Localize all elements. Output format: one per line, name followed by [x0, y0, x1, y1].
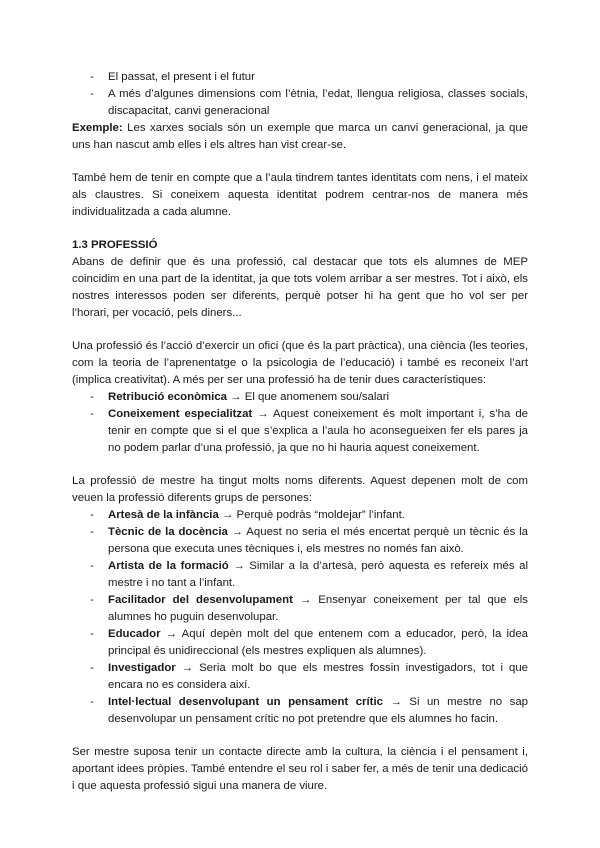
dash-marker: -	[90, 628, 94, 640]
dash-marker: -	[90, 594, 94, 606]
list-item-text: → Si un mestre no sap desenvolupar un pensament crític no pot pretendre que els alumnes ho facin.	[108, 696, 528, 725]
caracteristiques-list	[72, 389, 528, 457]
list-item-text: A més d’algunes dimensions com l’ètnia, l’edat, llengua religiosa, classes socials, discapacitat, canvi generacional	[108, 88, 528, 117]
list-item	[72, 592, 528, 626]
spacer	[72, 728, 528, 744]
list-item-text: → Perquè podràs “moldejar” l’infant.	[218, 509, 405, 521]
spacer	[72, 154, 528, 170]
list-item-text: → Aquí depèn molt del que entenem com a educador, però, la idea principal és unidireccional (els mestres expliquen als alumnes).	[108, 628, 528, 657]
list-item	[72, 660, 528, 694]
identitats-paragraph: També hem de tenir en compte que a l’aula tindrem tantes identitats com nens, i el mateix als claustres. Si coneixem aquesta identitat podrem centrar-nos de manera més individualitzada a cada alumne.	[72, 172, 528, 218]
example-paragraph	[72, 120, 528, 154]
dash-marker: -	[90, 391, 94, 403]
list-item	[72, 558, 528, 592]
section-title: 1.3 PROFESSIÓ	[72, 239, 158, 251]
dash-marker: -	[90, 71, 94, 83]
top-dash-list	[72, 69, 528, 120]
dash-marker: -	[90, 560, 94, 572]
list-item	[72, 69, 528, 86]
list-item-term: Artista de la formació	[108, 560, 229, 572]
dash-marker: -	[90, 696, 94, 708]
dash-marker: -	[90, 408, 94, 420]
noms-paragraph: La professió de mestre ha tingut molts noms diferents. Aquest depenen molt de com veuen la professió diferents grups de persones:	[72, 475, 528, 504]
spacer	[72, 221, 528, 237]
final-paragraph: Ser mestre suposa tenir un contacte directe amb la cultura, la ciència i el pensament i, aportant idees pròpies. També entendre el seu rol i saber fer, a més de tenir una dedicació i que aquesta professió sigui una manera de viure.	[72, 746, 528, 792]
dash-marker: -	[90, 509, 94, 521]
list-item-term: Educador	[108, 628, 161, 640]
list-item-term: Artesà de la infància	[108, 509, 219, 521]
list-item-term: Tècnic de la docència	[108, 526, 228, 538]
list-item	[72, 694, 528, 728]
list-item-term: Retribució econòmica	[108, 391, 227, 403]
list-item-term: Intel·lectual desenvolupant un pensament crític	[108, 696, 383, 708]
spacer	[72, 457, 528, 473]
dash-marker: -	[90, 662, 94, 674]
document-page	[72, 69, 528, 795]
definicio-paragraph: Una professió és l’acció d’exercir un ofici (que és la part pràctica), una ciència (les teories, com la teoria de l’aprenentatge o la psicologia de l’educació) i també es reconeix l’art (implica creativitat). A més per ser una professió ha de tenir dues característiques:	[72, 340, 528, 386]
dash-marker: -	[90, 526, 94, 538]
list-item-text: → Similar a la d’artesà, però aquesta es refereix més al mestre i no tant a l’infant.	[108, 560, 528, 589]
professio-intro-paragraph: Abans de definir que és una professió, cal destacar que tots els alumnes de MEP coincidim en una part de la identitat, ja que tots volem arribar a ser mestres. Tot i això, els nostres interessos poden ser diferents, perquè potser hi ha gent que ho vol ser per l’horari, per vocació, pels diners...	[72, 256, 528, 319]
list-item-term: Investigador	[108, 662, 176, 674]
list-item-text: → Seria molt bo que els mestres fossin investigadors, tot i que encara no es considera així.	[108, 662, 528, 691]
spacer	[72, 322, 528, 338]
dash-marker: -	[90, 88, 94, 100]
list-item	[72, 524, 528, 558]
list-item	[72, 626, 528, 660]
list-item-term: Coneixement especialitzat	[108, 408, 253, 420]
list-item-text: → El que anomenem sou/salari	[227, 391, 390, 403]
list-item	[72, 406, 528, 457]
list-item	[72, 389, 528, 406]
list-item-text: → Ensenyar coneixement per tal que els alumnes ho puguin desenvolupar.	[108, 594, 528, 623]
list-item-text: El passat, el present i el futur	[108, 71, 255, 83]
noms-list	[72, 507, 528, 728]
list-item-text: → Aquest no seria el més encertat perquè un tècnic és la persona que executa unes tècniques i, els mestres no només fan això.	[108, 526, 529, 555]
list-item	[72, 86, 528, 120]
list-item-text: → Aquest coneixement és molt important i, s’ha de tenir en compte que si el que s’explica a l’aula ho aconsegueixen fer els pares ja no podem parlar d’una professió, ja que no hi hauria aquest coneixement.	[108, 408, 528, 454]
example-text: Les xarxes socials són un exemple que marca un canvi generacional, ja que uns han nascut amb elles i els altres han vist crear-se.	[72, 122, 528, 151]
list-item-term: Facilitador del desenvolupament	[108, 594, 293, 606]
list-item	[72, 507, 528, 524]
example-label: Exemple:	[72, 122, 123, 134]
